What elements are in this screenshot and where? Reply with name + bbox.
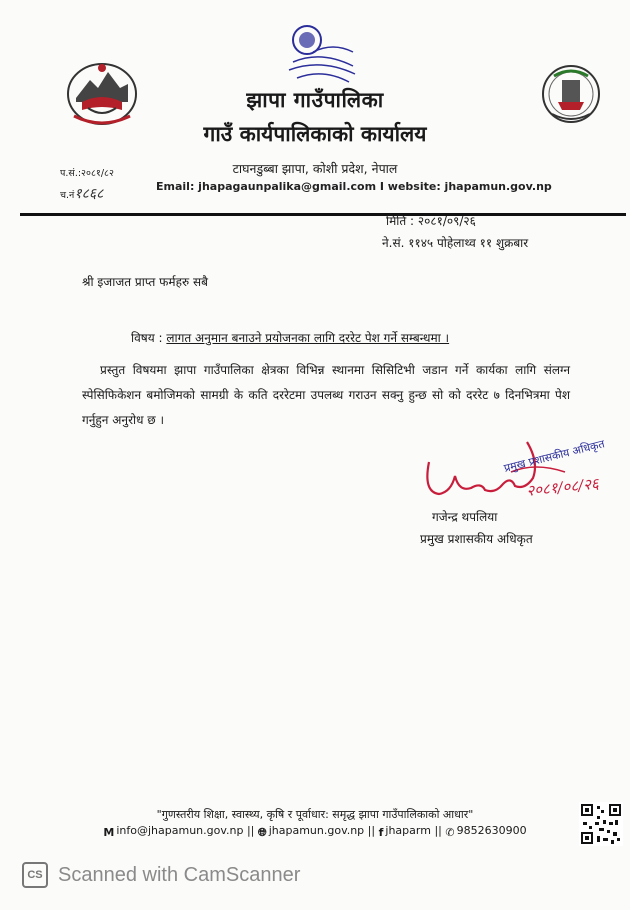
separator: || <box>246 824 255 837</box>
stamp-title: प्रमुख प्रशासकीय अधिकृत <box>502 437 606 475</box>
header-contact: Email: jhapagaunpalika@gmail.com I website: jhapamun.gov.np <box>156 180 552 193</box>
reference-number: प.सं.:२०८१/८२ <box>60 168 114 179</box>
qr-code-icon <box>579 802 623 846</box>
municipality-name: झापा गाउँपालिका <box>246 87 384 112</box>
dispatch-number-value: १८६८ <box>74 186 104 202</box>
office-stamp-icon <box>283 22 359 88</box>
footer-motto: "गुणस्तरीय शिक्षा, स्वास्थ्य, कृषि र पूर्वाधार: समृद्ध झापा गाउँपालिकाको आधार" <box>156 808 474 821</box>
footer-facebook[interactable]: jhaparm <box>385 824 431 837</box>
signatory-name: गजेन्द्र थपलिया <box>432 510 498 524</box>
header-divider <box>20 213 626 216</box>
facebook-icon: f <box>378 826 384 839</box>
office-name: गाउँ कार्यपालिकाको कार्यालय <box>203 121 427 146</box>
recipient: श्री इजाजत प्राप्त फर्महरु सबै <box>82 275 208 289</box>
dispatch-number <box>60 184 103 203</box>
gmail-icon: M <box>103 826 115 839</box>
globe-icon: 🌐︎ <box>257 826 267 839</box>
subject-line <box>131 329 449 346</box>
footer-website[interactable]: jhapamun.gov.np <box>268 824 365 837</box>
letter-date: मिति : २०८१/०९/२६ <box>386 214 476 228</box>
camscanner-watermark <box>22 860 300 890</box>
camscanner-label: Scanned with CamScanner <box>58 863 301 886</box>
nepal-sambat-date: ने.सं. ११४५ पोहेलाथ्व ११ शुक्रबार <box>382 236 529 250</box>
body-paragraph: प्रस्तुत विषयमा झापा गाउँपालिका क्षेत्रका विभिन्न स्थानमा सिसिटिभी जडान गर्ने कार्यका लागि संलग्न स्पेसिफिकेशन बमोजिमको सामग्री के कति दररेटमा उपलब्ध गराउन सक्नु हुन्छ सो को दररेट ७ दिनभित्रमा पेश गर्नुहुन अनुरोध छ । <box>82 363 570 427</box>
handwritten-date: २०८१/०८/२६ <box>525 474 600 500</box>
signatory-title: प्रमुख प्रशासकीय अधिकृत <box>420 532 533 546</box>
separator: || <box>434 824 442 837</box>
camscanner-logo-icon: CS <box>22 862 48 888</box>
subject-text: लागत अनुमान बनाउने प्रयोजनका लागि दररेट पेश गर्ने सम्बन्धमा । <box>166 331 450 345</box>
phone-icon: ✆ <box>445 826 455 839</box>
footer-email[interactable]: info@jhapamun.gov.np <box>116 824 244 837</box>
separator: || <box>367 824 376 837</box>
office-address: टाघनडुब्बा झापा, कोशी प्रदेश, नेपाल <box>232 161 398 176</box>
footer-contacts <box>0 824 630 840</box>
dispatch-label: च.नं <box>60 190 75 201</box>
letter-body <box>82 358 570 433</box>
subject-label: विषय : <box>131 331 163 345</box>
footer-phone[interactable]: 9852630900 <box>456 824 527 837</box>
